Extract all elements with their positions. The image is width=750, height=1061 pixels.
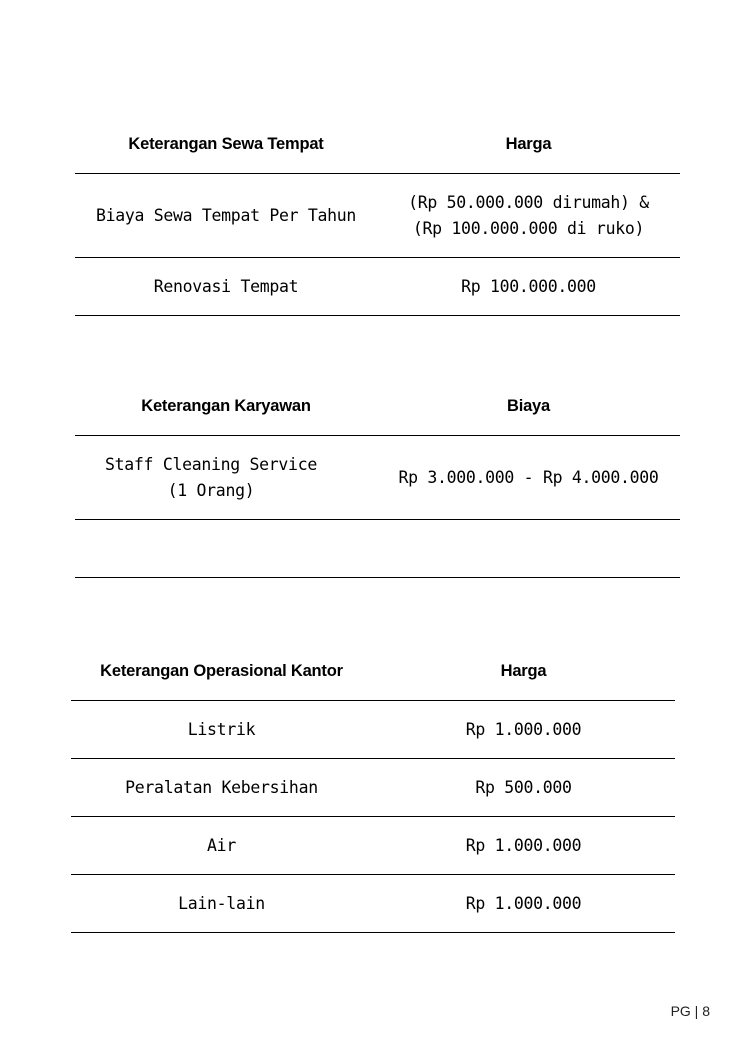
table-cell: Rp 500.000 [372, 759, 675, 817]
table-header-row [75, 377, 680, 436]
column-header: Harga [372, 642, 675, 701]
table-cell: Listrik [71, 701, 372, 759]
table-cell: Biaya Sewa Tempat Per Tahun [75, 174, 377, 258]
table-row [71, 701, 675, 759]
table-cell: Rp 1.000.000 [372, 817, 675, 875]
table-cell: Rp 1.000.000 [372, 701, 675, 759]
table-row [75, 436, 680, 520]
column-header: Keterangan Karyawan [75, 377, 377, 436]
column-header: Keterangan Sewa Tempat [75, 115, 377, 174]
table-cell: Renovasi Tempat [75, 258, 377, 316]
table-row [71, 875, 675, 933]
table-row [75, 174, 680, 258]
table-cell [75, 520, 377, 578]
table-karyawan [75, 377, 680, 578]
column-header: Keterangan Operasional Kantor [71, 642, 372, 701]
table-row [75, 258, 680, 316]
table-cell: Rp 3.000.000 - Rp 4.000.000 [377, 436, 680, 520]
column-header: Biaya [377, 377, 680, 436]
table-cell: (Rp 50.000.000 dirumah) & (Rp 100.000.000 di ruko) [377, 174, 680, 258]
table-cell: Lain-lain [71, 875, 372, 933]
table-header-row [71, 642, 675, 701]
table-cell: Peralatan Kebersihan [71, 759, 372, 817]
table-row [75, 520, 680, 578]
page-number: PG | 8 [670, 1003, 710, 1019]
table-sewa-tempat [75, 115, 680, 316]
table-cell: Rp 100.000.000 [377, 258, 680, 316]
table-cell [377, 520, 680, 578]
column-header: Harga [377, 115, 680, 174]
table-cell: Staff Cleaning Service (1 Orang) [75, 436, 377, 520]
table-cell: Rp 1.000.000 [372, 875, 675, 933]
table-row [71, 759, 675, 817]
table-cell: Air [71, 817, 372, 875]
table-row [71, 817, 675, 875]
table-operasional-kantor [71, 642, 675, 933]
table-header-row [75, 115, 680, 174]
